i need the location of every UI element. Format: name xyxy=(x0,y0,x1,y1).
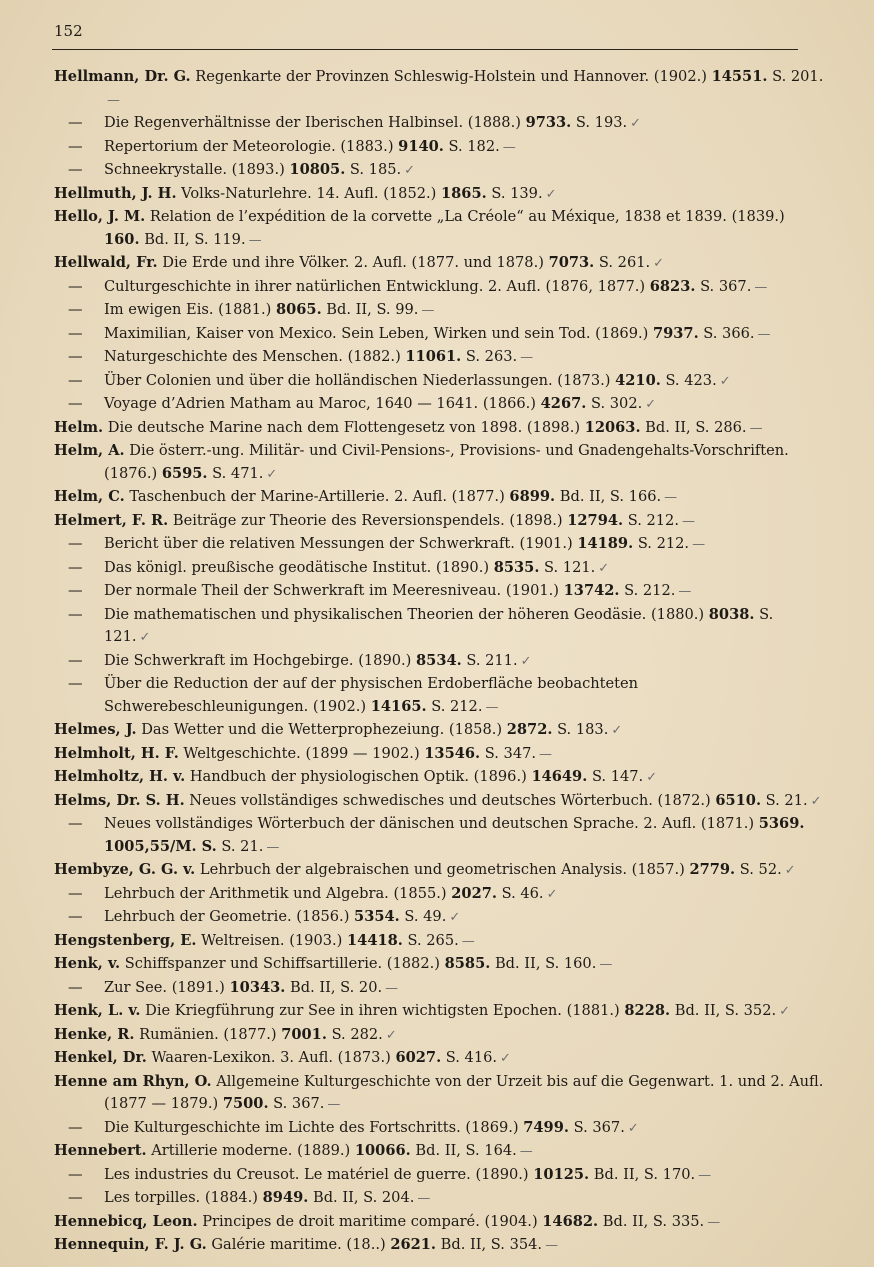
entry-title: Handbuch der physiologischen Optik. (1896.) xyxy=(189,768,527,785)
entry-reference: S. 211. xyxy=(466,651,518,669)
entry-reference: S. 21. xyxy=(221,837,264,855)
catalog-subentry xyxy=(54,604,824,650)
entry-title: Zur See. (1891.) xyxy=(104,978,225,996)
entry-title: Principes de droit maritime comparé. (1904.) xyxy=(202,1212,538,1230)
check-mark-icon: ✓ xyxy=(630,116,642,131)
entry-number: 14551. xyxy=(711,68,768,85)
ditto-dash: — xyxy=(68,884,83,902)
ditto-dash: — xyxy=(68,908,83,925)
dash-mark-icon: — xyxy=(417,1191,431,1206)
entry-number: 10066. xyxy=(354,1142,411,1159)
entry-title: Relation de l’expédition de la corvette „La Créole“ au Méxique, 1838 et 1839. (1839.) xyxy=(149,208,785,225)
entry-reference: Bd. II, S. 119. xyxy=(144,230,246,248)
catalog-subentry xyxy=(54,977,824,1001)
catalog-entry xyxy=(54,1211,824,1235)
dash-mark-icon: — xyxy=(327,1097,341,1112)
ditto-dash: — xyxy=(68,651,83,669)
entry-number: 14418. xyxy=(347,931,403,949)
entry-number: 160. xyxy=(104,230,140,248)
ditto-dash: — xyxy=(68,137,83,155)
dash-mark-icon: — xyxy=(248,232,262,248)
catalog-subentry xyxy=(54,557,824,581)
entry-title: Maximilian, Kaiser von Mexico. Sein Leben, Wirken und sein Tod. (1869.) xyxy=(104,324,649,342)
catalog-subentry xyxy=(54,580,824,604)
ditto-dash: — xyxy=(68,675,83,692)
check-mark-icon: ✓ xyxy=(784,863,796,878)
entry-number: 8065. xyxy=(275,301,322,318)
entry-number: 9733. xyxy=(525,114,572,131)
ditto-dash: — xyxy=(68,605,83,623)
entry-number: 4267. xyxy=(540,395,587,412)
ditto-dash: — xyxy=(68,348,83,365)
entry-author: Henk, v. xyxy=(54,955,121,972)
entry-title: Lehrbuch der Geometrie. (1856.) xyxy=(104,908,350,925)
dash-mark-icon: — xyxy=(757,326,771,342)
entry-reference: S. 49. xyxy=(404,908,447,925)
entry-number: 2027. xyxy=(451,884,497,902)
entry-author: Hellmuth, J. H. xyxy=(54,184,177,202)
entry-author: Henkel, Dr. xyxy=(54,1049,147,1066)
dash-mark-icon: — xyxy=(519,1144,533,1159)
entry-title: Taschenbuch der Marine-Artillerie. 2. Aufl. (1877.) xyxy=(129,488,505,505)
entry-number: 6510. xyxy=(715,791,762,809)
entry-reference: Bd. II, S. 99. xyxy=(326,301,419,318)
check-mark-icon: ✓ xyxy=(653,256,665,271)
dash-mark-icon: — xyxy=(681,513,695,529)
entry-number: 9140. xyxy=(398,137,444,155)
entry-number: 11061. xyxy=(405,348,462,365)
header-rule xyxy=(52,49,798,50)
entry-author: Hellwald, Fr. xyxy=(54,254,158,271)
entry-author: Henk, L. v. xyxy=(54,1002,141,1019)
entry-reference: S. 139. xyxy=(491,184,543,202)
catalog-entry xyxy=(54,790,824,814)
entry-number: 4210. xyxy=(615,371,661,389)
dash-mark-icon: — xyxy=(664,490,678,505)
entry-reference: S. 21. xyxy=(765,791,808,809)
dash-mark-icon: — xyxy=(545,1238,559,1253)
entry-reference: S. 367. xyxy=(273,1095,325,1112)
entry-reference: S. 52. xyxy=(739,861,782,878)
entry-number: 13742. xyxy=(563,582,620,599)
entry-reference: S. 212. xyxy=(624,582,676,599)
check-mark-icon: ✓ xyxy=(139,630,151,645)
entry-title: Das Wetter und die Wetterprophezeiung. (1858.) xyxy=(141,721,503,738)
entry-reference: S. 347. xyxy=(484,744,537,762)
entry-title: Die Schwerkraft im Hochgebirge. (1890.) xyxy=(104,651,412,669)
entry-title: Allgemeine Kulturgeschichte von der Urzeit bis auf die Gegenwart. 1. und 2. Aufl. (1877 — 1879.) xyxy=(104,1072,824,1112)
catalog-entry xyxy=(54,859,824,883)
catalog-subentry xyxy=(54,159,824,183)
entry-number: 12063. xyxy=(584,418,641,436)
entry-title: Der normale Theil der Schwerkraft im Meeresniveau. (1901.) xyxy=(104,582,559,599)
entry-reference: S. 282. xyxy=(331,1025,383,1043)
ditto-dash: — xyxy=(68,277,83,295)
entry-number: 8534. xyxy=(416,651,462,669)
catalog-entry xyxy=(54,66,824,112)
check-mark-icon: ✓ xyxy=(520,653,532,669)
entry-reference: S. 185. xyxy=(349,161,402,178)
entry-reference: S. 367. xyxy=(700,277,752,295)
check-mark-icon: ✓ xyxy=(719,373,731,389)
entry-reference: S. 212. xyxy=(637,535,690,552)
entry-number: 10805. xyxy=(289,161,346,178)
catalog-entry xyxy=(54,766,824,790)
entry-number: 8585. xyxy=(444,955,491,972)
catalog-subentry xyxy=(54,906,824,930)
dash-mark-icon: — xyxy=(461,933,475,949)
dash-mark-icon: — xyxy=(107,92,120,108)
entry-reference: S. 265. xyxy=(407,931,459,949)
check-mark-icon: ✓ xyxy=(404,163,416,178)
catalog-subentry xyxy=(54,883,824,907)
entry-number: 5369. 1005,55/M. S. xyxy=(104,815,805,855)
entry-number: 14189. xyxy=(577,535,634,552)
entry-title: Über die Reduction der auf der physischen Erdoberfläche beobachteten Schwerebeschleunigungen. (1902.) xyxy=(104,675,639,715)
entry-title: Die Kulturgeschichte im Lichte des Fortschritts. (1869.) xyxy=(104,1118,519,1136)
entry-number: 8228. xyxy=(624,1002,671,1019)
dash-mark-icon: — xyxy=(266,839,280,855)
entry-title: Die Regenverhältnisse der Iberischen Halbinsel. (1888.) xyxy=(104,114,521,131)
catalog-entry xyxy=(54,486,824,510)
dash-mark-icon: — xyxy=(539,746,553,762)
entry-reference: Bd. II, S. 160. xyxy=(494,955,597,972)
catalog-entries xyxy=(54,66,824,1258)
entry-reference: S. 147. xyxy=(591,768,644,785)
dash-mark-icon: — xyxy=(421,303,435,318)
entry-number: 7001. xyxy=(281,1025,327,1043)
entry-number: 5354. xyxy=(354,908,400,925)
catalog-subentry xyxy=(54,673,824,719)
entry-number: 6027. xyxy=(395,1049,442,1066)
entry-reference: S. 416. xyxy=(445,1049,498,1066)
entry-title: Die Erde und ihre Völker. 2. Aufl. (1877. und 1878.) xyxy=(162,254,544,271)
entry-number: 10125. xyxy=(533,1165,590,1183)
entry-reference: S. 263. xyxy=(465,348,518,365)
check-mark-icon: ✓ xyxy=(449,910,461,925)
entry-title: Das königl. preußische geodätische Institut. (1890.) xyxy=(104,558,490,576)
ditto-dash: — xyxy=(68,535,83,552)
entry-reference: S. 193. xyxy=(575,114,628,131)
entry-title: Rumänien. (1877.) xyxy=(139,1025,277,1043)
catalog-entry xyxy=(54,743,824,767)
entry-reference: Bd. II, S. 170. xyxy=(593,1165,696,1183)
entry-reference: S. 366. xyxy=(703,324,755,342)
entry-author: Hennequin, F. J. G. xyxy=(54,1236,207,1253)
entry-number: 14649. xyxy=(531,768,588,785)
entry-reference: Bd. II, S. 354. xyxy=(440,1236,543,1253)
entry-number: 7073. xyxy=(548,254,595,271)
entry-title: Die österr.-ung. Militär- und Civil-Pensions-, Provisions- und Gnadengehalts-Vorschriften. (1876.) xyxy=(104,442,789,482)
catalog-subentry xyxy=(54,370,824,394)
entry-number: 2621. xyxy=(390,1236,437,1253)
entry-title: Die deutsche Marine nach dem Flottengesetz von 1898. (1898.) xyxy=(107,418,581,436)
entry-reference: S. 212. xyxy=(431,697,483,715)
dash-mark-icon: — xyxy=(678,584,692,599)
entry-reference: S. 261. xyxy=(598,254,651,271)
catalog-entry xyxy=(54,417,824,441)
entry-title: Waaren-Lexikon. 3. Aufl. (1873.) xyxy=(151,1049,391,1066)
entry-reference: Bd. II, S. 204. xyxy=(312,1189,415,1206)
entry-title: Neues vollständiges Wörterbuch der dänischen und deutschen Sprache. 2. Aufl. (1871.) xyxy=(104,815,755,832)
catalog-subentry xyxy=(54,1117,824,1141)
entry-title: Lehrbuch der Arithmetik und Algebra. (1855.) xyxy=(104,884,447,902)
entry-title: Lehrbuch der algebraischen und geometrischen Analysis. (1857.) xyxy=(199,861,685,878)
entry-number: 6899. xyxy=(509,488,556,505)
entry-number: 8535. xyxy=(493,558,540,576)
catalog-entry xyxy=(54,510,824,534)
entry-reference: Bd. II, S. 352. xyxy=(674,1002,777,1019)
entry-number: 14682. xyxy=(542,1212,599,1230)
entry-reference: S. 423. xyxy=(665,371,717,389)
entry-title: Im ewigen Eis. (1881.) xyxy=(104,301,272,318)
catalog-subentry xyxy=(54,112,824,136)
entry-reference: Bd. II, S. 20. xyxy=(290,978,383,996)
entry-author: Helm, C. xyxy=(54,488,125,505)
catalog-entry xyxy=(54,1024,824,1048)
entry-author: Hennebicq, Leon. xyxy=(54,1212,198,1230)
ditto-dash: — xyxy=(68,371,83,389)
catalog-entry xyxy=(54,719,824,743)
entry-author: Helm. xyxy=(54,418,104,436)
dash-mark-icon: — xyxy=(698,1167,712,1183)
check-mark-icon: ✓ xyxy=(598,560,610,576)
entry-author: Helm, A. xyxy=(54,442,125,459)
entry-number: 1865. xyxy=(441,184,487,202)
entry-title: Regenkarte der Provinzen Schleswig-Holstein und Hannover. (1902.) xyxy=(195,68,707,85)
entry-title: Schiffspanzer und Schiffsartillerie. (1882.) xyxy=(124,955,440,972)
entry-number: 6823. xyxy=(649,277,696,295)
entry-reference: S. 212. xyxy=(627,511,679,529)
catalog-entry xyxy=(54,440,824,486)
entry-reference: Bd. II, S. 335. xyxy=(602,1212,705,1230)
dash-mark-icon: — xyxy=(749,420,763,436)
dash-mark-icon: — xyxy=(692,537,706,552)
entry-reference: S. 121. xyxy=(104,605,774,645)
entry-reference: S. 46. xyxy=(501,884,544,902)
entry-title: Galérie maritime. (18..) xyxy=(211,1236,386,1253)
catalog-entry xyxy=(54,1234,824,1258)
entry-author: Henne am Rhyn, O. xyxy=(54,1072,212,1090)
catalog-entry xyxy=(54,1047,824,1071)
entry-author: Helmes, J. xyxy=(54,721,137,738)
check-mark-icon: ✓ xyxy=(546,886,558,902)
catalog-subentry xyxy=(54,650,824,674)
ditto-dash: — xyxy=(68,978,83,996)
entry-reference: Bd. II, S. 286. xyxy=(645,418,747,436)
catalog-entry xyxy=(54,1000,824,1024)
catalog-subentry xyxy=(54,346,824,370)
catalog-entry xyxy=(54,930,824,954)
entry-reference: S. 367. xyxy=(573,1118,625,1136)
entry-title: Schneekrystalle. (1893.) xyxy=(104,161,285,178)
entry-author: Helms, Dr. S. H. xyxy=(54,791,185,809)
check-mark-icon: ✓ xyxy=(266,466,278,482)
entry-reference: Bd. II, S. 166. xyxy=(559,488,662,505)
entry-title: Die mathematischen und physikalischen Theorien der höheren Geodäsie. (1880.) xyxy=(104,605,705,623)
ditto-dash: — xyxy=(68,1189,83,1206)
ditto-dash: — xyxy=(68,582,83,599)
entry-title: Culturgeschichte in ihrer natürlichen Entwicklung. 2. Aufl. (1876, 1877.) xyxy=(104,277,646,295)
check-mark-icon: ✓ xyxy=(385,1027,397,1043)
entry-author: Helmholtz, H. v. xyxy=(54,768,186,785)
catalog-entry xyxy=(54,252,824,276)
entry-reference: S. 302. xyxy=(591,395,643,412)
catalog-subentry xyxy=(54,136,824,160)
entry-number: 14165. xyxy=(370,697,427,715)
page-number: 152 xyxy=(54,22,83,40)
ditto-dash: — xyxy=(68,301,83,318)
catalog-subentry xyxy=(54,323,824,347)
check-mark-icon: ✓ xyxy=(500,1051,511,1066)
catalog-subentry xyxy=(54,1187,824,1211)
check-mark-icon: ✓ xyxy=(545,186,557,202)
dash-mark-icon: — xyxy=(599,957,613,972)
dash-mark-icon: — xyxy=(754,279,768,295)
entry-reference: Bd. II, S. 164. xyxy=(415,1142,517,1159)
entry-title: Artillerie moderne. (1889.) xyxy=(151,1142,351,1159)
entry-number: 8038. xyxy=(708,605,755,623)
entry-reference: S. 183. xyxy=(557,721,609,738)
entry-author: Henke, R. xyxy=(54,1025,135,1043)
entry-number: 2872. xyxy=(506,721,553,738)
catalog-entry xyxy=(54,206,824,252)
ditto-dash: — xyxy=(68,324,83,342)
entry-number: 10343. xyxy=(229,978,286,996)
entry-number: 7499. xyxy=(523,1118,569,1136)
entry-title: Neues vollständiges schwedisches und deutsches Wörterbuch. (1872.) xyxy=(189,791,711,809)
dash-mark-icon: — xyxy=(385,980,399,996)
entry-author: Hengstenberg, E. xyxy=(54,931,197,949)
entry-number: 8949. xyxy=(262,1189,309,1206)
check-mark-icon: ✓ xyxy=(611,723,623,738)
catalog-entry xyxy=(54,1071,824,1117)
entry-title: Voyage d’Adrien Matham au Maroc, 1640 — 1641. (1866.) xyxy=(104,395,537,412)
ditto-dash: — xyxy=(68,1118,83,1136)
entry-title: Die Kriegführung zur See in ihren wichtigsten Epochen. (1881.) xyxy=(145,1002,620,1019)
entry-title: Bericht über die relativen Messungen der Schwerkraft. (1901.) xyxy=(104,535,573,552)
check-mark-icon: ✓ xyxy=(810,793,822,809)
dash-mark-icon: — xyxy=(485,699,499,715)
check-mark-icon: ✓ xyxy=(646,770,658,785)
entry-title: Weltgeschichte. (1899 — 1902.) xyxy=(183,744,420,762)
entry-title: Beiträge zur Theorie des Reversionspendels. (1898.) xyxy=(172,511,563,529)
catalog-subentry xyxy=(54,393,824,417)
ditto-dash: — xyxy=(68,558,83,576)
catalog-subentry xyxy=(54,813,824,859)
catalog-entry xyxy=(54,953,824,977)
ditto-dash: — xyxy=(68,815,83,832)
ditto-dash: — xyxy=(68,161,83,178)
entry-number: 12794. xyxy=(567,511,624,529)
entry-reference: S. 201. xyxy=(772,68,824,85)
entry-author: Hennebert. xyxy=(54,1142,147,1159)
ditto-dash: — xyxy=(68,1165,83,1183)
check-mark-icon: ✓ xyxy=(645,397,657,412)
entry-author: Hellmann, Dr. G. xyxy=(54,68,191,85)
entry-author: Hembyze, G. G. v. xyxy=(54,861,196,878)
entry-title: Volks-Naturlehre. 14. Aufl. (1852.) xyxy=(181,184,437,202)
catalog-subentry xyxy=(54,276,824,300)
entry-author: Helmholt, H. F. xyxy=(54,744,179,762)
entry-number: 13546. xyxy=(424,744,481,762)
entry-title: Repertorium der Meteorologie. (1883.) xyxy=(104,137,394,155)
entry-reference: S. 182. xyxy=(448,137,500,155)
entry-title: Über Colonien und über die holländischen Niederlassungen. (1873.) xyxy=(104,371,611,389)
catalog-entry xyxy=(54,1140,824,1164)
check-mark-icon: ✓ xyxy=(627,1120,639,1136)
ditto-dash: — xyxy=(68,114,83,131)
dash-mark-icon: — xyxy=(520,350,534,365)
dash-mark-icon: — xyxy=(707,1214,721,1230)
entry-number: 7500. xyxy=(222,1095,269,1112)
entry-author: Helmert, F. R. xyxy=(54,511,169,529)
entry-reference: S. 471. xyxy=(212,464,264,482)
catalog-subentry xyxy=(54,1164,824,1188)
entry-title: Naturgeschichte des Menschen. (1882.) xyxy=(104,348,401,365)
entry-title: Weltreisen. (1903.) xyxy=(201,931,343,949)
entry-number: 7937. xyxy=(652,324,699,342)
catalog-entry xyxy=(54,183,824,207)
entry-number: 2779. xyxy=(689,861,736,878)
entry-reference: S. 121. xyxy=(544,558,596,576)
check-mark-icon: ✓ xyxy=(779,1004,791,1019)
dash-mark-icon: — xyxy=(502,139,516,155)
entry-number: 6595. xyxy=(161,464,208,482)
ditto-dash: — xyxy=(68,395,83,412)
entry-title: Les industries du Creusot. Le matériel de guerre. (1890.) xyxy=(104,1165,529,1183)
entry-author: Hello, J. M. xyxy=(54,208,146,225)
catalog-subentry xyxy=(54,299,824,323)
entry-title: Les torpilles. (1884.) xyxy=(104,1189,258,1206)
catalog-subentry xyxy=(54,533,824,557)
